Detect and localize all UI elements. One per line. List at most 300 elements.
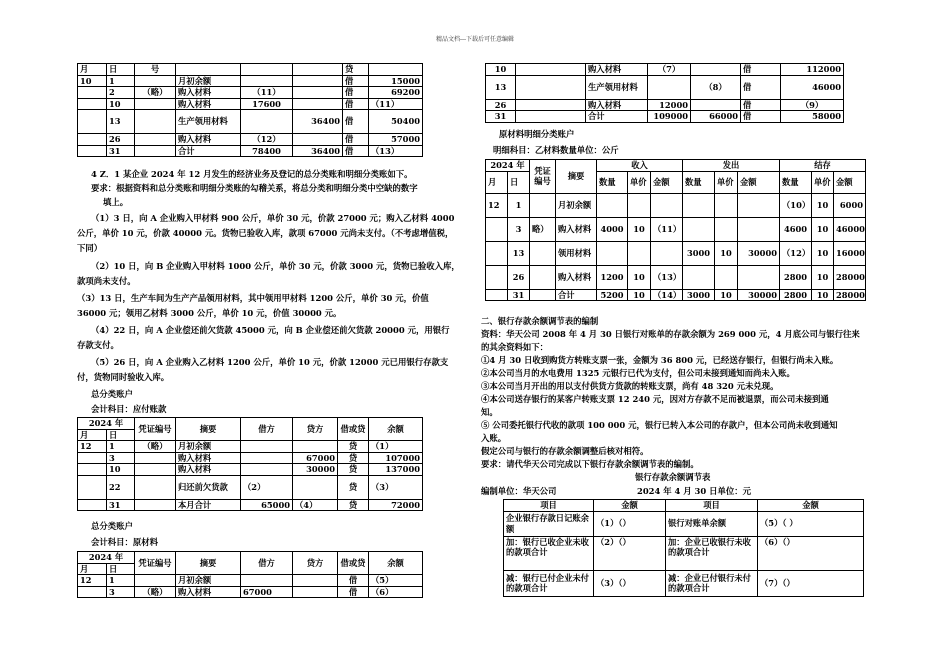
header-cell: 数量 — [597, 171, 628, 193]
header-cell: 金额 — [738, 171, 780, 193]
cell: 贷 — [338, 452, 369, 464]
account-subject: 会计科目：应付账款 — [91, 404, 167, 414]
header-cell: 余额 — [369, 418, 423, 441]
material-text: ②本公司当月的水电费用 1325 元银行已代为支付，但公司未接到通知而尚未入账。 — [481, 368, 795, 378]
cell: 借 — [741, 99, 781, 111]
question-title: 4 Z．1 某企业 2024 年 12 月发生的经济业务及登记的总分类账和明细分类账如下。 — [91, 169, 413, 179]
day-cell: 日 — [508, 171, 530, 193]
cell: 28000 — [834, 265, 866, 289]
cell — [241, 575, 293, 587]
item-text: 公斤，单价 10 元，价款 40000 元。货物已验收入库，款项 67000 元尚未支付。（不考虑增值税， — [77, 228, 454, 238]
cell: 月初余额 — [556, 193, 597, 217]
cell: （3） — [369, 475, 423, 499]
header-cell: 日 — [107, 64, 135, 76]
cell: （13） — [369, 145, 423, 157]
cell: 36400 — [293, 110, 343, 134]
table-row — [504, 570, 864, 596]
table-row — [486, 99, 844, 111]
cell — [715, 265, 738, 289]
table-row — [78, 475, 423, 499]
header-cell: 金额 — [834, 171, 866, 193]
cell — [135, 75, 176, 87]
header-cell: 贷方 — [293, 418, 338, 441]
material-text: ⑤ 公司委托银行代收的款项 100 000 元，银行已转入本公司的存款户，但本公司尚未收到通知 — [481, 420, 838, 430]
header-cell: 收入 — [597, 160, 683, 172]
item-text: 下同） — [77, 243, 103, 253]
table-row — [486, 241, 866, 265]
cell — [78, 98, 107, 110]
cell — [486, 289, 508, 301]
header-cell: 借或贷 — [338, 552, 369, 575]
table-row — [486, 217, 866, 241]
cell: 本月合计 — [176, 499, 241, 511]
table-row — [486, 193, 866, 217]
header-cell: 金额 — [758, 500, 864, 512]
cell: 109000 — [648, 111, 691, 123]
cell — [78, 452, 107, 464]
table-bank-reconciliation — [503, 499, 864, 597]
item-text: （4）22 日，向 A 企业偿还前欠货款 45000 元，向 B 企业偿还前欠货款 20000 元，用银行 — [91, 325, 450, 335]
cell — [715, 193, 738, 217]
day-cell: 日 — [107, 563, 135, 575]
cell: 借 — [741, 64, 781, 76]
month-cell: 月 — [486, 171, 508, 193]
cell — [78, 87, 107, 99]
table-row — [78, 87, 423, 99]
cell: 合计 — [556, 289, 597, 301]
material-text: ①4 月 30 日收到购货方转账支票一张，金额为 36 800 元，已经送存银行，但银行尚未入账。 — [481, 355, 839, 365]
cell: 10 — [107, 98, 135, 110]
cell: 3 — [107, 586, 135, 598]
cell: 1 — [107, 441, 135, 453]
cell: 57000 — [369, 134, 423, 146]
cell: （7） — [648, 64, 691, 76]
cell: 借 — [343, 110, 369, 134]
cell: 30000 — [738, 289, 780, 301]
cell: 12 — [78, 575, 107, 587]
cell: （6） — [369, 586, 423, 598]
cell — [530, 241, 556, 265]
cell: 112000 — [781, 64, 844, 76]
cell: 借 — [343, 75, 369, 87]
cell: （略） — [135, 441, 176, 453]
cell — [78, 464, 107, 476]
cell: 31 — [508, 289, 530, 301]
cell: 31 — [486, 111, 516, 123]
table-raw-materials — [77, 551, 423, 598]
cell: 1 — [508, 193, 530, 217]
header-cell: 项目 — [504, 500, 594, 512]
header-cell — [293, 64, 343, 76]
cell: （略） — [135, 586, 176, 598]
cell — [135, 145, 176, 157]
cell: 借 — [343, 98, 369, 110]
cell: 归还前欠货款 — [176, 475, 241, 499]
cell: 10 — [812, 289, 834, 301]
page-header: 精品文档---下载后可任意编辑 — [435, 36, 515, 43]
table-row — [78, 145, 423, 157]
cell — [135, 452, 176, 464]
year-cell: 2024 年 — [486, 160, 530, 172]
header-cell: 数量 — [683, 171, 715, 193]
cell: 46000 — [834, 217, 866, 241]
header-cell: 摘要 — [556, 160, 597, 194]
cell: 3000 — [683, 241, 715, 265]
cell: 借 — [343, 145, 369, 157]
cell: 购入材料 — [176, 464, 241, 476]
table-material-b-detail — [485, 159, 866, 301]
cell — [738, 265, 780, 289]
cell: 26 — [486, 99, 516, 111]
header-cell: 单价 — [812, 171, 834, 193]
cell: 13 — [107, 110, 135, 134]
cell: 1 — [107, 75, 135, 87]
cell: （5） — [369, 575, 423, 587]
cell — [241, 75, 293, 87]
header-cell: 发出 — [683, 160, 780, 172]
cell: 46000 — [781, 75, 844, 99]
cell — [241, 452, 293, 464]
cell: 月初余额 — [176, 575, 241, 587]
material-text: ③本公司当月开出的用以支付供货方货款的转账支票，尚有 48 320 元未兑现。 — [481, 381, 779, 391]
cell: （11） — [241, 87, 293, 99]
cell: （13） — [651, 265, 683, 289]
cell: 借 — [338, 575, 369, 587]
cell — [628, 241, 651, 265]
cell: 3000 — [683, 289, 715, 301]
requirement-line: 要求：根据资料和总分类账和明细分类账的勾稽关系，将总分类和明细分类中空缺的数字 — [91, 183, 418, 193]
table-header-row — [78, 552, 423, 564]
cell — [651, 241, 683, 265]
cell — [628, 193, 651, 217]
account-subject: 会计科目：原材料 — [91, 537, 158, 547]
cell: （4） — [293, 499, 338, 511]
cell: 16000 — [834, 241, 866, 265]
cell: 加：银行已收企业未收的款项合计 — [504, 536, 594, 570]
cell — [293, 441, 338, 453]
header-cell: 借方 — [241, 418, 293, 441]
cell: （2） — [241, 475, 293, 499]
cell: 69200 — [369, 87, 423, 99]
cell: 10 — [628, 217, 651, 241]
cell: 10 — [715, 289, 738, 301]
cell — [516, 75, 586, 99]
cell: 购入材料 — [176, 98, 241, 110]
cell: 10 — [628, 265, 651, 289]
cell: （12） — [241, 134, 293, 146]
cell: 购入材料 — [176, 87, 241, 99]
cell: 137000 — [369, 464, 423, 476]
cell: 13 — [486, 75, 516, 99]
detail-subject: 明细科目：乙材料数量单位：公斤 — [493, 145, 619, 155]
cell: 减：企业已付银行未付的款项合计 — [666, 570, 758, 596]
preparer-unit: 编制单位：华天公司 — [481, 486, 557, 496]
cell: （3）（） — [594, 570, 666, 596]
cell — [516, 64, 586, 76]
cell: 30000 — [293, 464, 338, 476]
cell — [241, 464, 293, 476]
voucher-cell: 凭证编号 — [530, 160, 556, 194]
ledger-title: 总分类账户 — [91, 389, 133, 399]
cell — [78, 475, 107, 499]
header-cell: 摘要 — [176, 552, 241, 575]
reconciliation-title: 银行存款余额调节表 — [635, 472, 711, 482]
month-cell: 月 — [78, 429, 107, 441]
item-text: 款项尚未支付。 — [77, 276, 136, 286]
cell — [597, 193, 628, 217]
cell: 1 — [107, 575, 135, 587]
cell: 借 — [741, 111, 781, 123]
cell: （11） — [369, 98, 423, 110]
cell: 生产领用材料 — [176, 110, 241, 134]
cell — [715, 217, 738, 241]
table-row — [78, 110, 423, 134]
cell — [691, 99, 741, 111]
cell: （7）（） — [758, 570, 864, 596]
material-text: 资料：华天公司 2008 年 4 月 30 日银行对账单的存款余额为 269 000 元，4 月底公司与银行往来 — [481, 329, 860, 339]
table-raw-materials-continued — [485, 63, 844, 123]
material-text: ④本公司送存银行的某客户转账支票 12 240 元，因对方存款不足而被退票，而公司未接到通 — [481, 394, 829, 404]
cell — [293, 134, 343, 146]
cell: 26 — [107, 134, 135, 146]
cell: （9） — [781, 99, 844, 111]
cell — [691, 64, 741, 76]
cell: 贷 — [338, 499, 369, 511]
cell: 贷 — [338, 475, 369, 499]
cell — [78, 110, 107, 134]
cell — [530, 265, 556, 289]
year-cell: 2024 年 — [78, 418, 135, 430]
cell: （1）（） — [594, 511, 666, 536]
cell: 贷 — [338, 441, 369, 453]
cell: 31 — [107, 145, 135, 157]
cell: 1200 — [597, 265, 628, 289]
cell: 22 — [107, 475, 135, 499]
voucher-cell: 凭证编号 — [135, 418, 176, 441]
header-cell: 号 — [135, 64, 176, 76]
material-text: 假定公司与银行的存款余额调整后核对相符。 — [481, 446, 649, 456]
cell: 67000 — [241, 586, 293, 598]
ledger-title: 原材料明细分类账户 — [499, 129, 575, 139]
material-text: 知。 — [481, 407, 498, 417]
cell — [78, 586, 107, 598]
cell: 借 — [338, 586, 369, 598]
table-row — [486, 289, 866, 301]
cell: 2800 — [780, 265, 812, 289]
cell: 50400 — [369, 110, 423, 134]
header-cell: 贷方 — [293, 552, 338, 575]
table-row — [78, 452, 423, 464]
item-text: （2）10 日，向 B 企业购入甲材料 1000 公斤，单价 30 元，价款 3000 元，货物已验收入库， — [91, 261, 460, 271]
table-row — [78, 75, 423, 87]
cell: 5200 — [597, 289, 628, 301]
cell: 67000 — [293, 452, 338, 464]
table-row — [78, 586, 423, 598]
cell: （10） — [780, 193, 812, 217]
table-row — [78, 134, 423, 146]
cell: 72000 — [369, 499, 423, 511]
cell — [135, 98, 176, 110]
cell — [530, 193, 556, 217]
cell — [683, 265, 715, 289]
cell — [738, 217, 780, 241]
cell: 4600 — [780, 217, 812, 241]
cell: 加：企业已收银行未收的款项合计 — [666, 536, 758, 570]
cell: 4000 — [597, 217, 628, 241]
cell: 借 — [343, 134, 369, 146]
cell: 6000 — [834, 193, 866, 217]
year-cell: 2024 年 — [78, 552, 135, 564]
cell: 月初余额 — [176, 441, 241, 453]
table-row — [486, 75, 844, 99]
cell: 10 — [812, 241, 834, 265]
cell — [486, 265, 508, 289]
cell: （12） — [780, 241, 812, 265]
cell: （略） — [135, 87, 176, 99]
cell: 10 — [628, 289, 651, 301]
cell: （1） — [369, 441, 423, 453]
item-text: （1）3 日，向 A 企业购入甲材料 900 公斤，单价 30 元，价款 27000 元；购入乙材料 4000 — [91, 213, 455, 223]
cell — [135, 475, 176, 499]
cell: 31 — [107, 499, 135, 511]
cell: 借 — [343, 87, 369, 99]
cell: 12 — [486, 193, 508, 217]
cell — [516, 99, 586, 111]
header-cell: 贷 — [343, 64, 369, 76]
cell: （5）（ ） — [758, 511, 864, 536]
material-text: 的其余资料如下： — [481, 342, 548, 352]
table-row — [504, 511, 864, 536]
cell — [135, 499, 176, 511]
ledger-title: 总分类账户 — [91, 521, 133, 531]
cell: 生产领用材料 — [586, 75, 648, 99]
cell: 12000 — [648, 99, 691, 111]
cell — [516, 111, 586, 123]
material-text: 入账。 — [481, 433, 507, 443]
cell — [651, 193, 683, 217]
cell: 15000 — [369, 75, 423, 87]
cell: 购入材料 — [586, 99, 648, 111]
cell: 合计 — [586, 111, 648, 123]
table-row — [504, 536, 864, 570]
cell: 购入材料 — [176, 452, 241, 464]
cell — [530, 289, 556, 301]
cell — [135, 110, 176, 134]
header-cell: 数量 — [780, 171, 812, 193]
cell — [241, 441, 293, 453]
material-text: 要求：请代华天公司完成以下银行存款余额调节表的编制。 — [481, 459, 699, 469]
cell — [683, 193, 715, 217]
cell: 66000 — [691, 111, 741, 123]
cell: 10 — [486, 64, 516, 76]
cell — [135, 134, 176, 146]
cell — [78, 499, 107, 511]
table-row — [78, 464, 423, 476]
cell — [486, 241, 508, 265]
cell: 10 — [715, 241, 738, 265]
cell: （6）（） — [758, 536, 864, 570]
cell: 月初余额 — [176, 75, 241, 87]
header-cell: 结存 — [780, 160, 866, 172]
header-cell: 月 — [78, 64, 107, 76]
cell: 30000 — [738, 241, 780, 265]
cell: 3 — [508, 217, 530, 241]
header-cell — [369, 64, 423, 76]
cell — [78, 134, 107, 146]
table-row — [78, 575, 423, 587]
cell: 10 — [812, 265, 834, 289]
cell: 借 — [741, 75, 781, 99]
cell: 企业银行存款日记账余额 — [504, 511, 594, 536]
header-cell: 借或贷 — [338, 418, 369, 441]
item-text: 付，货物同时验收入库。 — [77, 372, 170, 382]
cell: 10 — [812, 193, 834, 217]
cell — [648, 75, 691, 99]
cell: 贷 — [338, 464, 369, 476]
cell — [293, 475, 338, 499]
table-row — [486, 111, 844, 123]
cell: 28000 — [834, 289, 866, 301]
month-cell: 月 — [78, 563, 107, 575]
item-text: 存款支付。 — [77, 340, 119, 350]
cell: 购入材料 — [176, 134, 241, 146]
cell — [78, 145, 107, 157]
table-materials-summary-top — [77, 63, 423, 157]
cell — [135, 575, 176, 587]
report-date: 2024 年 4 月 30 日单位：元 — [637, 486, 751, 496]
cell: 略） — [530, 217, 556, 241]
table-header-row — [78, 64, 423, 76]
cell: 购入材料 — [586, 64, 648, 76]
table-row — [78, 98, 423, 110]
table-row — [486, 64, 844, 76]
requirement-line: 填上。 — [103, 197, 129, 207]
cell: （11） — [651, 217, 683, 241]
header-cell: 项目 — [666, 500, 758, 512]
cell: 2800 — [780, 289, 812, 301]
section-title: 二、银行存款余额调节表的编制 — [481, 316, 599, 326]
table-header-row — [78, 418, 423, 430]
cell — [486, 217, 508, 241]
cell: 65000 — [241, 499, 293, 511]
header-cell: 金额 — [651, 171, 683, 193]
cell — [293, 586, 338, 598]
cell: 26 — [508, 265, 530, 289]
header-cell: 单价 — [715, 171, 738, 193]
cell: 10 — [812, 217, 834, 241]
cell: 银行对账单余额 — [666, 511, 758, 536]
cell: 2 — [107, 87, 135, 99]
day-cell: 日 — [107, 429, 135, 441]
cell: （8） — [691, 75, 741, 99]
cell: 107000 — [369, 452, 423, 464]
table-accounts-payable — [77, 417, 423, 511]
cell — [241, 110, 293, 134]
item-text: 36000 元；领用乙材料 3000 公斤，单价 10 元，价值 30000 元。 — [77, 308, 342, 318]
voucher-cell: 凭证编号 — [135, 552, 176, 575]
cell — [293, 87, 343, 99]
cell: 17600 — [241, 98, 293, 110]
cell — [683, 217, 715, 241]
header-cell: 余额 — [369, 552, 423, 575]
table-row — [486, 265, 866, 289]
cell: 58000 — [781, 111, 844, 123]
table-row — [78, 441, 423, 453]
cell — [293, 98, 343, 110]
cell — [135, 464, 176, 476]
header-cell — [176, 64, 241, 76]
cell: 领用材料 — [556, 241, 597, 265]
